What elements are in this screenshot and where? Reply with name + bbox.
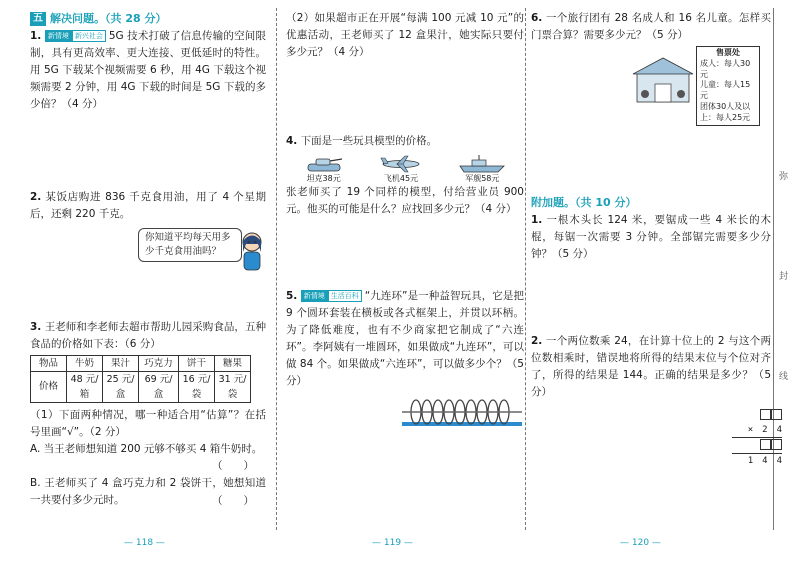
question-3: 3. 王老师和李老师去超市帮助儿园采购食品，五种食品的价格如下表：（6 分） (30, 320, 267, 350)
girl-icon (236, 230, 268, 274)
tag-badge: 新情境 (301, 290, 328, 302)
answer-bracket[interactable]: （ ） (212, 459, 254, 472)
question-5: 5. 新情境 生活百科 “九连环”是一种益智玩具，它是把 9 个圆环套装在横板或各式框架上，并贯以环柄。为了降低难度，也有不少商家把它制成了“六连环”。李阿姨有一堆圆环，如果做成“九连环”，可以做 84 个。如果做成“六连环”，可以做多少个？（5 分） (286, 289, 524, 387)
tag-badge: 生活百科 (328, 290, 362, 302)
toy-tank: 坦克38元 (304, 154, 344, 184)
plane-icon (379, 154, 423, 174)
ticket-board: 售票处 成人：每人30元 儿童：每人15元 团体30人及以上：每人25元 (696, 46, 760, 126)
tank-icon (304, 154, 344, 174)
seal-mark: 线 (779, 372, 789, 382)
answer-bracket[interactable]: （ ） (212, 494, 254, 507)
extra-question-1: 1. 一根木头长 124 米，要锯成一些 4 米长的木棍，每锯一次需要 3 分钟。全部锯完需要多少分钟？（5 分） (531, 213, 771, 260)
extra-section-header: 附加题。（共 10 分） (531, 196, 637, 209)
toy-warship: 军舰58元 (458, 154, 506, 184)
section-number: 五 (30, 12, 46, 26)
page-number: — 118 — (124, 538, 165, 548)
page-number: — 120 — (620, 538, 661, 548)
speech-bubble: 你知道平均每天用多少千克食用油吗？ (138, 228, 242, 262)
column-middle (286, 10, 524, 434)
seal-mark: 封 (779, 272, 789, 282)
option-a: A. 当王老师想知道 200 元够不够买 4 箱牛奶时。 (30, 442, 263, 455)
column-left (30, 10, 266, 510)
extra-question-2: 2. 一个两位数乘 24，在计算十位上的 2 与这个两位数相乘时，错误地将所得的结果末位与个位对齐了，所得的结果是 144。正确的结果是多少？（5 分） (531, 334, 771, 398)
question-2: 2. 某饭店购进 836 千克食用油，用了 4 个星期后，还剩 220 千克。 (30, 190, 267, 220)
column-divider (525, 8, 526, 530)
tag-badge: 新兴社会 (72, 30, 106, 42)
question-4-text: 张老师买了 19 个同样的模型，付给营业员 900 元。他买的可能是什么？应找回多少元？（4 分） (286, 185, 524, 215)
section-title: 解决问题。（共 28 分） (50, 12, 167, 25)
section-header (30, 10, 266, 28)
option-b: B. 王老师买了 4 盒巧克力和 2 袋饼干，她想知道一共要付多少元时。 (30, 476, 266, 506)
seal-mark: 弥 (779, 172, 789, 182)
page-number: — 119 — (372, 538, 413, 548)
question-4: 4. 下面是一些玩具模型的价格。 (286, 135, 438, 147)
ship-icon (458, 154, 506, 174)
toy-plane: 飞机45元 (379, 154, 423, 184)
multiplication-diagram: × 2 4 1 4 4 (732, 408, 782, 468)
question-6: 6. 一个旅行团有 28 名成人和 16 名儿童。怎样买门票合算？需要多少元？（5 分） (531, 12, 771, 41)
column-right (531, 10, 782, 466)
column-divider (276, 8, 277, 530)
question-3-part-2: （2）如果超市正在开展“每满 100 元减 10 元”的优惠活动，王老师买了 12 盒果汁，她实际只要付多少元？（4 分） (286, 12, 524, 58)
price-table: 物品 牛奶 果汁 巧克力 饼干 糖果 价格 48 元/箱 25 元/盒 69 元/盒 16 元/袋 31 元/袋 (30, 355, 251, 403)
nine-ring-puzzle-icon (398, 396, 528, 434)
toy-list (286, 154, 524, 184)
park-gate-icon (631, 54, 695, 106)
tag-badge: 新情境 (45, 30, 72, 42)
sub-question: （1）下面两种情况，哪一种适合用“估算”？在括号里画“√”。（2 分） (30, 408, 266, 438)
question-1: 1. 新情境 新兴社会 5G 技术打破了信息传输的空间限制，具有更高效率、更大连接、更低延时的特性。用 5G 下载某个视频需要 6 秒，用 4G 下载这个视频需要 2 分钟，用 4G 下载的时间是 5G 下载的多少倍？（4 分） (30, 29, 266, 110)
